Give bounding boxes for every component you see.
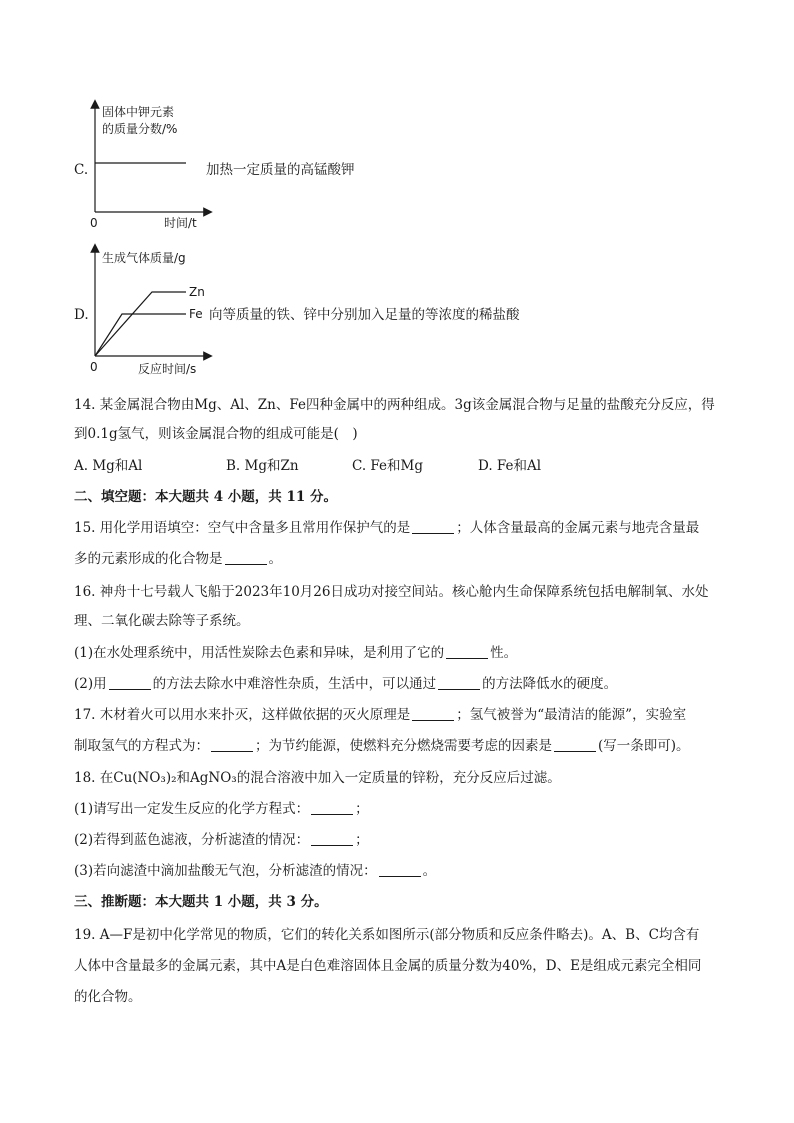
q14-option-a: A. Mg和Al <box>74 458 143 474</box>
graph-c-origin: 0 <box>90 216 98 230</box>
option-c-label: C. <box>74 162 89 178</box>
q17-blank-1[interactable] <box>412 706 454 721</box>
graph-c-ylabel-1: 固体中钾元素 <box>102 105 175 119</box>
q16-sub2-text-2: 的方法去除水中难溶性杂质，生活中，可以通过 <box>152 676 437 692</box>
q17-blank-3[interactable] <box>554 737 596 752</box>
q16-blank-3[interactable] <box>438 675 480 690</box>
graph-d-zn-line <box>95 292 186 356</box>
q16-sub2-text-1: (2)用 <box>74 676 107 692</box>
graph-c-ylabel-2: 的质量分数/% <box>102 122 178 136</box>
q18-blank-2[interactable] <box>311 831 353 846</box>
graph-c-xlabel: 时间/t <box>164 216 197 230</box>
q14-option-b: B. Mg和Zn <box>226 458 299 474</box>
q16-blank-2[interactable] <box>109 675 151 690</box>
q16-sub2 <box>74 674 617 694</box>
q15-line2 <box>74 549 282 569</box>
q16-sub1-text-2: 性。 <box>490 645 518 661</box>
section-3-heading: 三、推断题：本大题共 1 小题，共 3 分。 <box>74 894 328 910</box>
graph-d-xlabel: 反应时间/s <box>138 362 197 376</box>
q15-line1 <box>74 518 699 538</box>
q16-sub2-text-3: 的方法降低水的硬度。 <box>482 676 618 692</box>
graph-d-caption: 向等质量的铁、锌中分别加入足量的等浓度的稀盐酸 <box>209 307 520 323</box>
q18-sub3 <box>74 861 436 881</box>
option-d-label: D. <box>74 307 89 323</box>
q14-line1: 14. 某金属混合物由Mg、Al、Zn、Fe四种金属中的两种组成。3g该金属混合物与足量的盐酸充分反应，得 <box>74 397 715 413</box>
q18-blank-1[interactable] <box>311 800 353 815</box>
q15-text-3: 多的元素形成的化合物是 <box>74 551 223 567</box>
q16-sub1 <box>74 643 517 663</box>
q18-sub2 <box>74 830 369 850</box>
section-2-heading: 二、填空题：本大题共 4 小题，共 11 分。 <box>74 489 337 505</box>
q19-line2: 人体中含量最多的金属元素，其中A是白色难溶固体且金属的质量分数为40%，D、E是组成元素完全相同 <box>74 958 702 974</box>
q18-sub1-end: ； <box>355 801 369 817</box>
q17-text-3: 制取氢气的方程式为： <box>74 738 209 754</box>
graph-d-fe-line <box>95 314 186 356</box>
q17-line2 <box>74 736 690 756</box>
q17-text-4: ；为节约能源，使燃料充分燃烧需要考虑的因素是 <box>255 738 552 754</box>
q15-text-1: 15. 用化学用语填空：空气中含量多且常用作保护气的是 <box>74 520 411 536</box>
q14-line2: 到0.1g氢气，则该金属混合物的组成可能是( ) <box>74 426 358 442</box>
q16-blank-1[interactable] <box>446 644 488 659</box>
q17-text-2: ；氢气被誉为“最清洁的能源”，实验室 <box>456 707 687 723</box>
q18-sub3-end: 。 <box>422 863 437 879</box>
q14-option-d: D. Fe和Al <box>478 458 542 474</box>
q17-text-1: 17. 木材着火可以用水来扑灭，这样做依据的灭火原理是 <box>74 707 411 723</box>
q18-sub1 <box>74 799 369 819</box>
q15-text-4: 。 <box>268 551 282 567</box>
graph-d-ylabel: 生成气体质量/g <box>102 251 186 265</box>
graph-c-caption: 加热一定质量的高锰酸钾 <box>206 162 355 178</box>
graph-d-fe-label: Fe <box>189 307 203 321</box>
q18-line1: 18. 在Cu(NO₃)₂和AgNO₃的混合溶液中加入一定质量的锌粉，充分反应后过滤。 <box>74 770 561 786</box>
graph-d <box>86 240 216 380</box>
q17-blank-2[interactable] <box>211 737 253 752</box>
q19-line1: 19. A—F是初中化学常见的物质，它们的转化关系如图所示(部分物质和反应条件略去)。A、B、C均含有 <box>74 927 700 943</box>
q19-line3: 的化合物。 <box>74 989 142 1005</box>
q15-blank-1[interactable] <box>412 519 454 534</box>
q18-sub2-text: (2)若得到蓝色滤液，分析滤渣的情况： <box>74 832 310 848</box>
graph-d-zn-label: Zn <box>189 285 205 299</box>
q14-option-c: C. Fe和Mg <box>352 458 424 474</box>
q18-sub2-end: ； <box>355 832 369 848</box>
q15-blank-2[interactable] <box>225 550 267 565</box>
graph-c <box>86 96 216 236</box>
q17-line1 <box>74 705 686 725</box>
q16-sub1-text-1: (1)在水处理系统中，用活性炭除去色素和异味，是利用了它的 <box>74 645 445 661</box>
q18-sub1-text: (1)请写出一定发生反应的化学方程式： <box>74 801 310 817</box>
q15-text-2: ；人体含量最高的金属元素与地壳含量最 <box>456 520 700 536</box>
q18-sub3-text: (3)若向滤渣中滴加盐酸无气泡，分析滤渣的情况： <box>74 863 377 879</box>
q17-text-5: (写一条即可)。 <box>598 738 690 754</box>
q18-blank-3[interactable] <box>379 862 421 877</box>
q16-line1: 16. 神舟十七号载人飞船于2023年10月26日成功对接空间站。核心舱内生命保障系统包括电解制氧、水处 <box>74 584 709 600</box>
q16-line2: 理、二氧化碳去除等子系统。 <box>74 613 250 629</box>
graph-d-origin: 0 <box>90 360 98 374</box>
